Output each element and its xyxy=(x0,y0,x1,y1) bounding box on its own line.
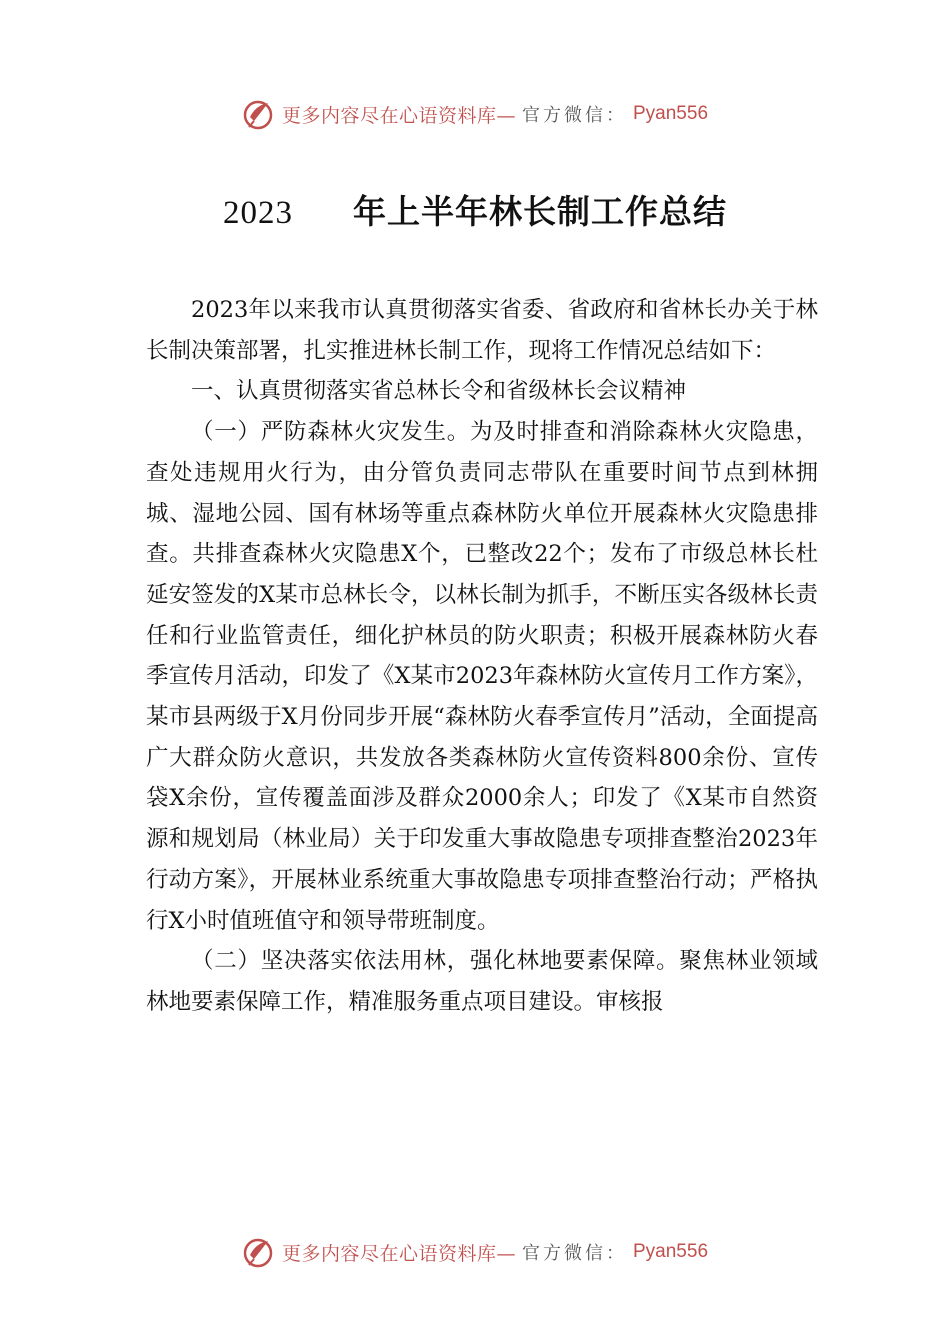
watermark-wechat-label: 官方微信： xyxy=(522,105,627,126)
section-heading-1: 一、认真贯彻落实省总林长令和省级林长会议精神 xyxy=(191,378,687,405)
paragraph-forest-land: （二）坚决落实依法用林，强化林地要素保障。聚焦林业领域林地要素保障工作，精准服务重点项目建设。审核报 xyxy=(146,948,818,1015)
red-brush-logo-icon xyxy=(242,1235,276,1269)
watermark-main-text: 更多内容尽在心语资料库— xyxy=(281,104,516,127)
title-year: 2023 xyxy=(223,195,293,231)
watermark-wechat-id: Pyan556 xyxy=(633,1241,709,1262)
red-brush-logo-icon xyxy=(242,97,276,131)
watermark-main-text: 更多内容尽在心语资料库— xyxy=(281,1242,516,1265)
watermark-header xyxy=(0,94,950,134)
document-body xyxy=(146,290,818,1023)
document-title xyxy=(0,186,950,233)
title-text: 年上半年林长制工作总结 xyxy=(353,192,727,231)
paragraph-fire-prevention: （一）严防森林火灾发生。为及时排查和消除森林火灾隐患，查处违规用火行为，由分管负责同志带队在重要时间节点到林拥城、湿地公园、国有林场等重点森林防火单位开展森林火灾隐患排查。共排查森林火灾隐患X个，已整改22个；发布了市级总林长杜延安签发的X某市总林长令，以林长制为抓手，不断压实各级林长责任和行业监管责任，细化护林员的防火职责；积极开展森林防火春季宣传月活动，印发了《X某市2023年森林防火宣传月工作方案》，某市县两级于X月份同步开展“森林防火春季宣传月”活动，全面提高广大群众防火意识，共发放各类森林防火宣传资料800余份、宣传袋X余份，宣传覆盖面涉及群众2000余人；印发了《X某市自然资源和规划局（林业局）关于印发重大事故隐患专项排查整治2023年行动方案》，开展林业系统重大事故隐患专项排查整治行动；严格执行X小时值班值守和领导带班制度。 xyxy=(146,419,818,934)
watermark-wechat-id: Pyan556 xyxy=(633,103,709,124)
watermark-wechat-label: 官方微信： xyxy=(522,1243,627,1264)
watermark-footer xyxy=(0,1232,950,1272)
paragraph-intro: 2023年以来我市认真贯彻落实省委、省政府和省林长办关于林长制决策部署，扎实推进林长制工作，现将工作情况总结如下： xyxy=(146,297,818,364)
